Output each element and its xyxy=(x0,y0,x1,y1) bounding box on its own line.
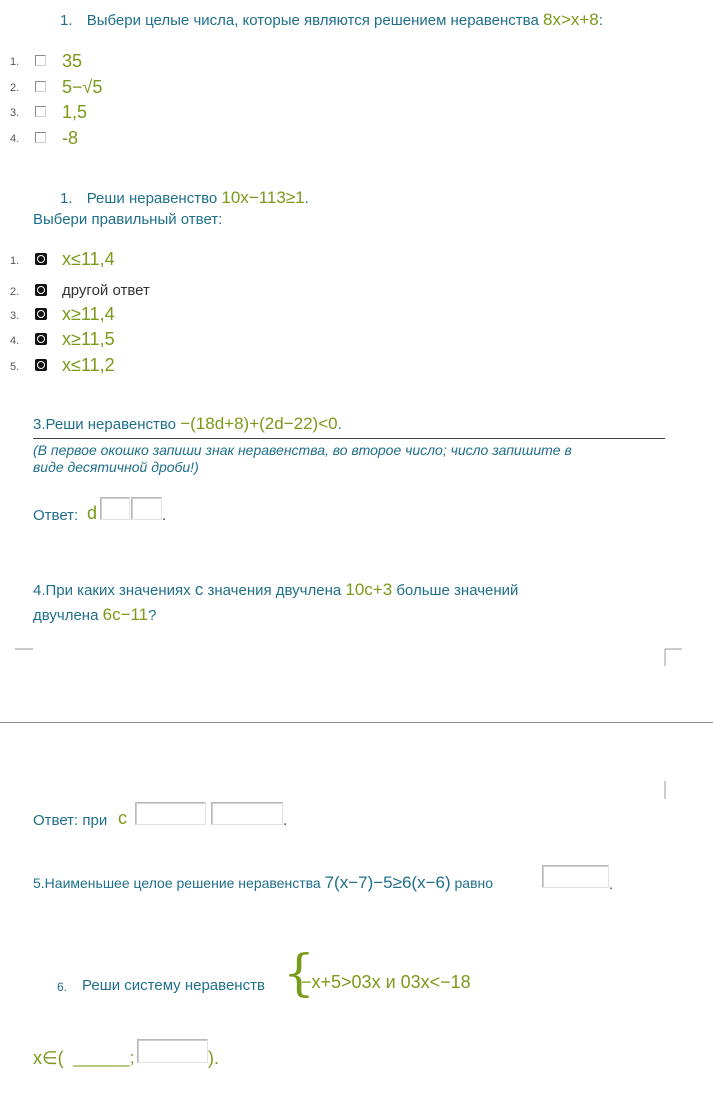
q2-option-label: x≤11,2 xyxy=(62,355,115,375)
q1-option-label: 35 xyxy=(62,51,83,71)
q2-option-number: 2. xyxy=(10,286,20,298)
q4-text-b: значения двучлена xyxy=(207,582,342,599)
q3-title xyxy=(33,414,342,434)
q3-answer-end: . xyxy=(162,507,167,524)
q5-line xyxy=(33,873,493,893)
q2-math: 10x−113≥1 xyxy=(221,188,305,207)
q1-math: 8x>x+8 xyxy=(542,10,599,29)
q5-suffix: равно xyxy=(454,875,494,891)
q3-divider xyxy=(33,438,665,439)
q2-option-number: 3. xyxy=(10,310,20,322)
q6-answer-blank: ______; xyxy=(73,1048,135,1067)
q3-hint-line1: (В первое окошко запиши знак неравенства, во второе число; число запишите в xyxy=(33,442,572,458)
q1-option-number: 3. xyxy=(10,107,20,119)
crop-mark-top-right xyxy=(664,648,682,666)
q1-option-checkbox[interactable] xyxy=(35,55,46,66)
q5-answer-input[interactable] xyxy=(542,865,609,888)
q2-option-radio[interactable] xyxy=(35,253,47,265)
q1-option-number: 4. xyxy=(10,133,20,145)
q1-title xyxy=(60,10,603,30)
q2-title xyxy=(60,188,309,208)
q4-var: c xyxy=(194,580,204,599)
q6-text: Реши систему неравенств xyxy=(82,977,265,994)
q1-text: Выбери целые числа, которые являются решением неравенства xyxy=(86,12,539,29)
q6-answer-end: ). xyxy=(208,1048,219,1068)
q2-option-label: другой ответ xyxy=(62,282,150,299)
q4-answer-label: Ответ: при xyxy=(33,812,108,829)
q2-suffix: . xyxy=(304,190,309,207)
q1-option-label: 1,5 xyxy=(62,102,88,122)
q5-math: 7(x−7)−5≥6(x−6) xyxy=(324,873,451,892)
q2-option-radio[interactable] xyxy=(35,308,47,320)
q2-option-number: 5. xyxy=(10,361,20,373)
q1-number: 1. xyxy=(60,12,73,29)
q2-option-label: x≥11,5 xyxy=(62,329,115,349)
q2-subtitle: Выбери правильный ответ: xyxy=(33,211,223,228)
q4-text-d: двучлена xyxy=(33,607,99,624)
q4-line2 xyxy=(33,605,156,625)
q2-number: 1. xyxy=(60,190,73,207)
q2-option-label: x≤11,4 xyxy=(62,249,115,269)
q4-answer-end: . xyxy=(283,812,288,829)
q2-text: Реши неравенство xyxy=(86,190,218,207)
q3-text: 3.Реши неравенство xyxy=(33,416,177,433)
q1-option-number: 1. xyxy=(10,56,20,68)
q6-answer-prefix: x∈( xyxy=(33,1048,64,1068)
q4-number-input[interactable] xyxy=(211,802,283,825)
q1-option-checkbox[interactable] xyxy=(35,132,46,143)
crop-mark-bottom-right xyxy=(664,781,682,799)
q2-option-number: 4. xyxy=(10,335,20,347)
q2-option-number: 1. xyxy=(10,255,20,267)
q3-math: −(18d+8)+(2d−22)<0 xyxy=(180,414,338,433)
q2-option-radio[interactable] xyxy=(35,333,47,345)
q4-expr2: 6c−11 xyxy=(102,605,149,624)
q1-option-checkbox[interactable] xyxy=(35,81,46,92)
q4-line1 xyxy=(33,580,518,600)
q1-option-checkbox[interactable] xyxy=(35,106,46,117)
q5-answer-end: . xyxy=(609,876,613,892)
q3-hint-line2: виде десятичной дроби!) xyxy=(33,459,199,475)
q3-suffix: . xyxy=(337,416,342,433)
q1-option-number: 2. xyxy=(10,82,20,94)
q4-expr1: 10c+3 xyxy=(345,580,393,599)
q1-option-label: -8 xyxy=(62,128,79,148)
q3-number-input[interactable] xyxy=(131,497,162,520)
q3-sign-input[interactable] xyxy=(100,497,130,520)
q4-text-e: ? xyxy=(148,607,157,624)
q4-text-c: больше значений xyxy=(396,582,519,599)
crop-mark-bottom-left xyxy=(15,781,33,799)
q5-text: 5.Наименьшее целое решение неравенства xyxy=(33,875,321,891)
page-break-line xyxy=(0,722,713,723)
q6-number: 6. xyxy=(57,980,68,994)
q1-option-label: 5−√5 xyxy=(62,77,103,97)
q4-answer-var: c xyxy=(118,808,127,828)
crop-mark-top-left xyxy=(15,648,33,666)
q3-answer-var: d xyxy=(87,503,98,523)
q2-option-label: x≥11,4 xyxy=(62,304,115,324)
q2-option-radio[interactable] xyxy=(35,359,47,371)
q6-brace: { xyxy=(283,944,315,1002)
q3-answer-label: Ответ: xyxy=(33,507,79,524)
q4-sign-input[interactable] xyxy=(135,802,206,825)
q2-option-radio[interactable] xyxy=(35,284,47,296)
q6-answer-input[interactable] xyxy=(137,1039,208,1063)
q4-text-a: 4.При каких значениях xyxy=(33,582,191,599)
q6-system: −x+5>03x и 03x<−18 xyxy=(301,972,471,992)
q1-suffix: : xyxy=(598,12,603,29)
